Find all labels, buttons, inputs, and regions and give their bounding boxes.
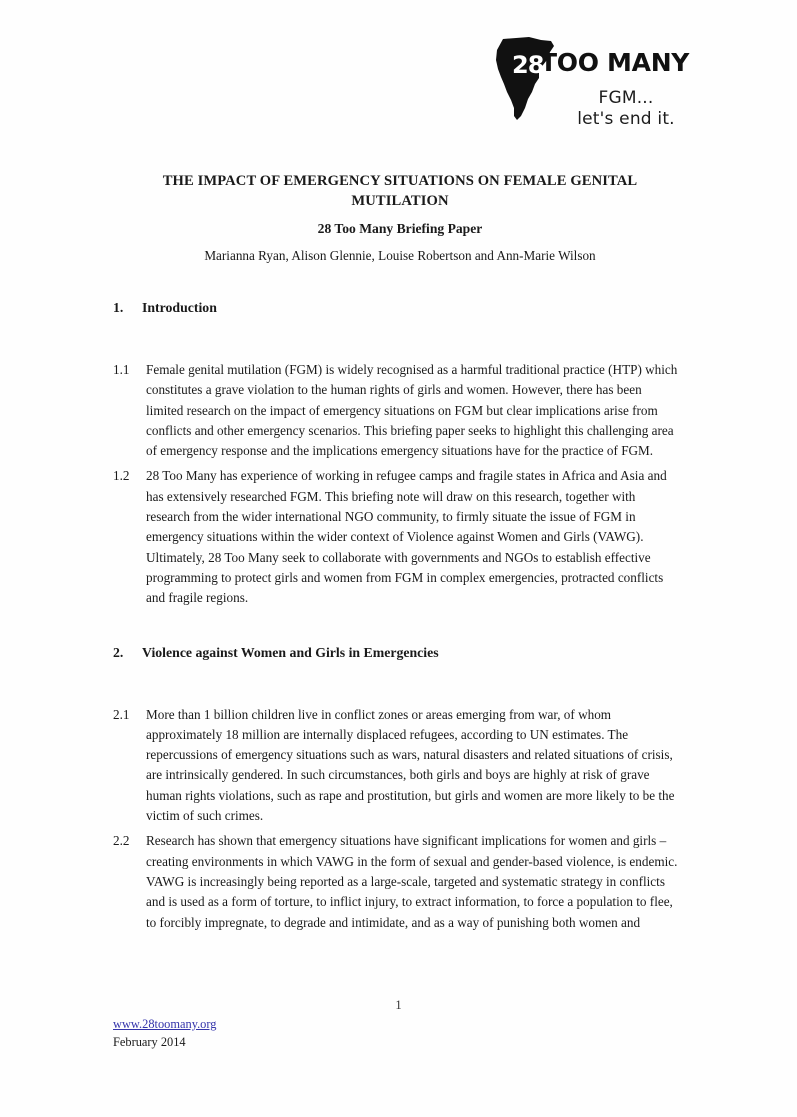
- organisation-logo: [495, 34, 695, 139]
- document-body: [113, 300, 681, 933]
- paragraph-number: 2.2: [113, 833, 130, 849]
- spacer: [113, 661, 681, 705]
- paragraph-1-1: [113, 360, 681, 461]
- paragraph-text: Female genital mutilation (FGM) is widely recognised as a harmful traditional practice (HTP) which constitutes a grave violation to the human rights of girls and women. However, there has been limited research on the impact of emergency situations on FGM but clear implications arise from conflicts and other emergency scenarios. This briefing paper seeks to highlight this challenging area of emergency response and the implications emergency situations have for the practice of FGM.: [146, 362, 678, 459]
- paragraph-text: Research has shown that emergency situations have significant implications for women and girls – creating environments in which VAWG in the form of sexual and gender-based violence, is endemic. VAWG is increasingly being reported as a large-scale, targeted and systematic strategy in conflicts and is used as a form of torture, to inflict injury, to extract information, to force a population to flee, to forcibly impregnate, to degrade and intimidate, and as a way of punishing both women and: [146, 833, 678, 930]
- spacer: [113, 609, 681, 645]
- section-title: Introduction: [142, 300, 217, 315]
- page-title: THE IMPACT OF EMERGENCY SITUATIONS ON FEMALE GENITAL MUTILATION: [162, 173, 638, 209]
- section-heading-2: [113, 645, 681, 661]
- paragraph-2-1: [113, 705, 681, 827]
- paragraph-number: 1.1: [113, 362, 130, 377]
- document-subtitle: 28 Too Many Briefing Paper: [317, 221, 483, 236]
- paragraph-2-2: [113, 831, 681, 932]
- publication-date: February 2014: [113, 1035, 186, 1049]
- paragraph-text: 28 Too Many has experience of working in refugee camps and fragile states in Africa and Asia and has extensively researched FGM. This briefing note will draw on this research, together with research from the wider international NGO community, to firmly situate the issue of FGM in emergency situations within the wider context of Violence against Women and Girls (VAWG). Ultimately, 28 Too Many seek to collaborate with governments and NGOs to establish effective programming to protect girls and women from FGM in complex emergencies, protracted conflicts and fragile regions.: [146, 468, 667, 606]
- section-number: 1.: [113, 300, 124, 315]
- logo-number: 28: [512, 51, 544, 79]
- logo-wordmark-text: TOO MANY: [540, 48, 690, 77]
- tagline-line-2: let's end it.: [577, 109, 675, 129]
- logo-tagline: [557, 88, 695, 130]
- paragraph-text: More than 1 billion children live in conflict zones or areas emerging from war, of whom approximately 18 million are internally displaced refugees, according to UN estimates. The repercussions of emergency situations such as wars, natural disasters and related situations of crisis, are intrinsically gendered. In such circumstances, both girls and boys are highly at risk of grave human rights violations, such as rape and prostitution, but girls and women are more likely to be the victim of such crimes.: [146, 706, 675, 824]
- section-number: 2.: [113, 644, 124, 660]
- paragraph-number: 2.1: [113, 706, 130, 722]
- spacer: [113, 316, 681, 360]
- paragraph-1-2: [113, 466, 681, 608]
- tagline-line-1: FGM...: [598, 88, 654, 108]
- section-title: Violence against Women and Girls in Emergencies: [142, 644, 439, 660]
- logo-wordmark-row: [495, 34, 695, 96]
- website-link[interactable]: www.28toomany.org: [113, 1017, 217, 1031]
- section-heading-1: [113, 300, 681, 316]
- page-number: 1: [395, 998, 402, 1012]
- page-footer: [113, 1015, 216, 1051]
- document-authors: Marianna Ryan, Alison Glennie, Louise Robertson and Ann-Marie Wilson: [204, 248, 596, 263]
- paragraph-number: 1.2: [113, 468, 130, 484]
